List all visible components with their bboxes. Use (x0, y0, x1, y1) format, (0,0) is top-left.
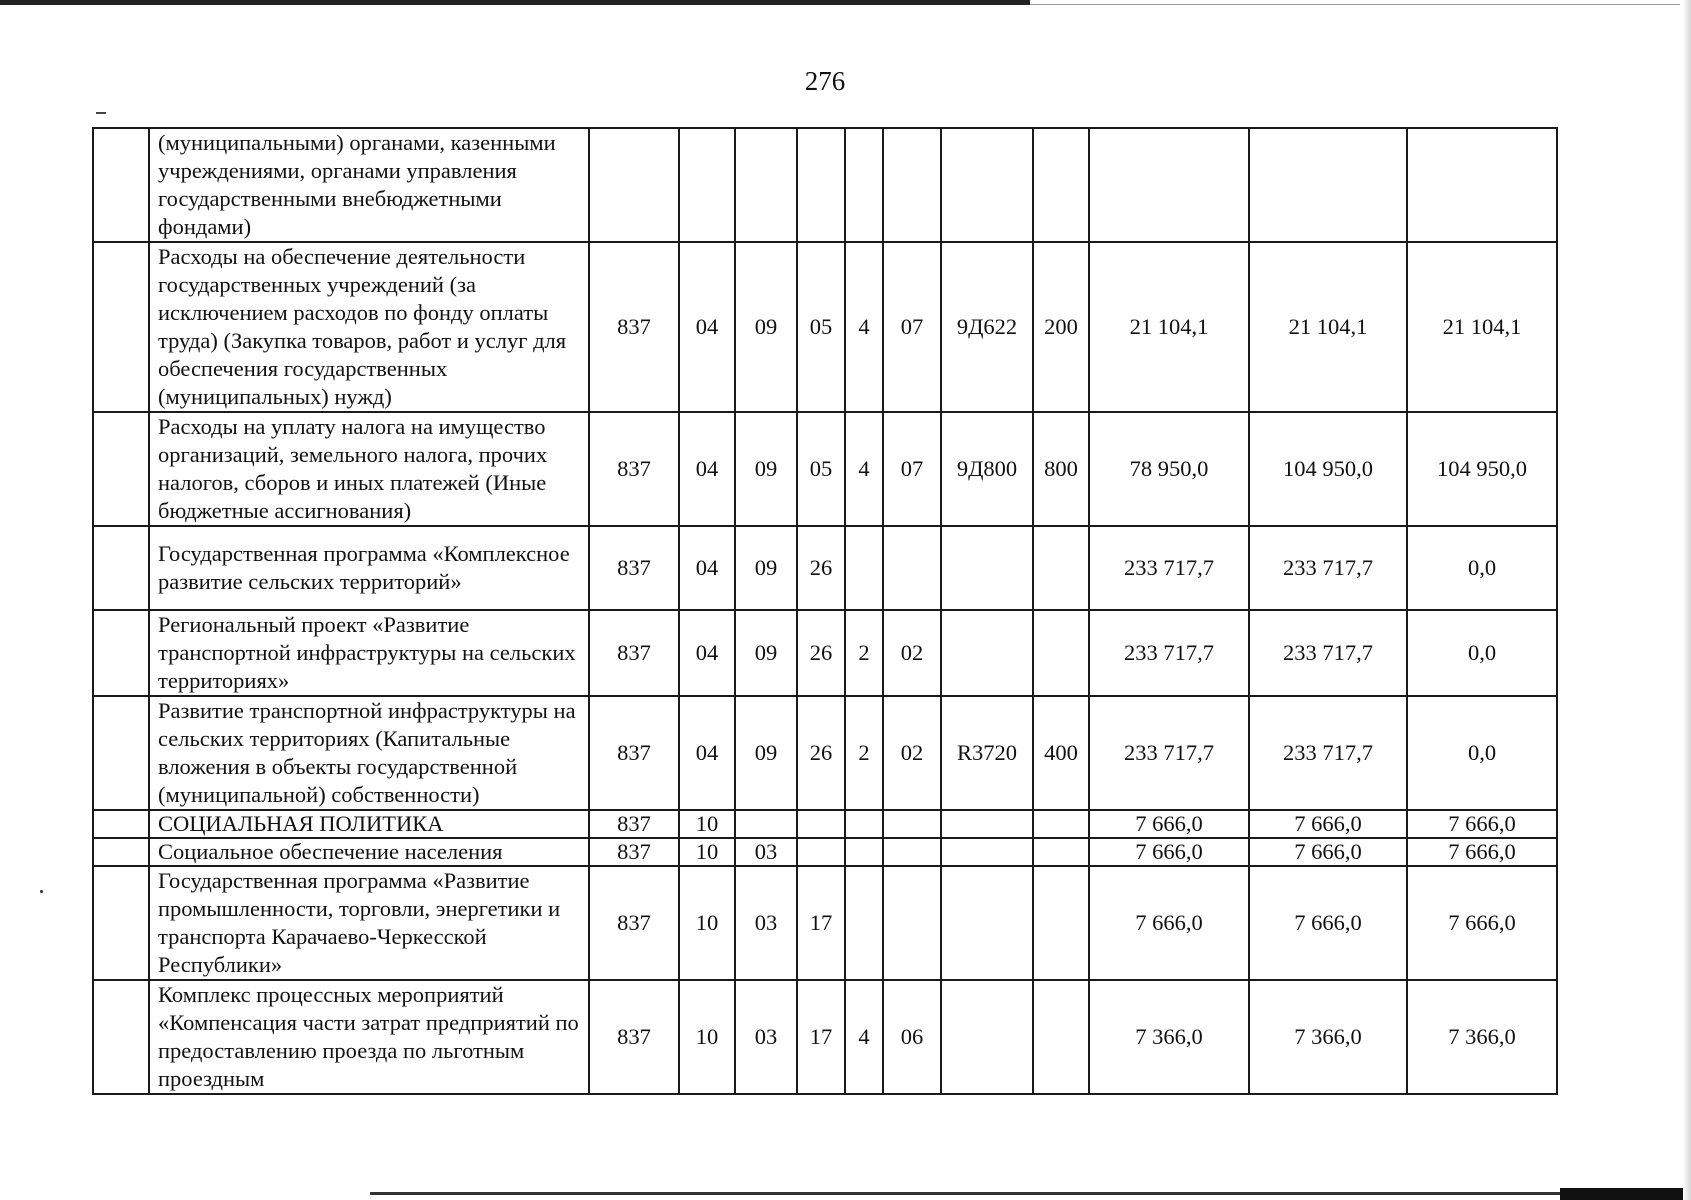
code-admin: 837 (589, 696, 679, 810)
row-number-cell (93, 526, 149, 610)
code-subprogram (883, 810, 941, 838)
code-subsection (735, 128, 797, 242)
amount-year-3: 0,0 (1407, 526, 1557, 610)
code-subprogram (883, 128, 941, 242)
amount-year-3 (1407, 128, 1557, 242)
code-subsection: 03 (735, 838, 797, 866)
amount-year-1: 7 366,0 (1089, 980, 1249, 1094)
amount-year-3: 7 666,0 (1407, 810, 1557, 838)
code-subprogram-type: 2 (845, 610, 883, 696)
amount-year-3: 21 104,1 (1407, 242, 1557, 412)
code-subprogram: 06 (883, 980, 941, 1094)
row-name: Государственная программа «Развитие промышленности, торговли, энергетики и транспорта Карачаево-Черкесской Республики» (149, 866, 589, 980)
code-section: 04 (679, 696, 735, 810)
code-direction: 9Д800 (941, 412, 1033, 526)
code-subprogram (883, 526, 941, 610)
table-row (93, 242, 1557, 412)
code-direction (941, 526, 1033, 610)
budget-table (92, 127, 1558, 1095)
code-program: 05 (797, 242, 845, 412)
code-section: 04 (679, 242, 735, 412)
code-expense-type (1033, 810, 1089, 838)
code-expense-type: 200 (1033, 242, 1089, 412)
code-program: 05 (797, 412, 845, 526)
code-subprogram-type: 2 (845, 696, 883, 810)
amount-year-1: 233 717,7 (1089, 610, 1249, 696)
code-subsection: 03 (735, 980, 797, 1094)
amount-year-2: 7 666,0 (1249, 810, 1407, 838)
code-section: 10 (679, 810, 735, 838)
amount-year-2 (1249, 128, 1407, 242)
amount-year-1: 233 717,7 (1089, 526, 1249, 610)
code-subprogram-type (845, 526, 883, 610)
code-program: 26 (797, 526, 845, 610)
code-expense-type: 800 (1033, 412, 1089, 526)
amount-year-1: 233 717,7 (1089, 696, 1249, 810)
code-direction (941, 128, 1033, 242)
code-subsection: 09 (735, 610, 797, 696)
code-section: 04 (679, 526, 735, 610)
code-subprogram-type: 4 (845, 242, 883, 412)
row-name: Государственная программа «Комплексное развитие сельских территорий» (149, 526, 589, 610)
amount-year-2: 7 366,0 (1249, 980, 1407, 1094)
code-direction: 9Д622 (941, 242, 1033, 412)
row-number-cell (93, 810, 149, 838)
code-direction (941, 980, 1033, 1094)
row-name: Региональный проект «Развитие транспортной инфраструктуры на сельских территориях» (149, 610, 589, 696)
code-subprogram-type (845, 866, 883, 980)
amount-year-3: 7 666,0 (1407, 838, 1557, 866)
code-subsection: 09 (735, 242, 797, 412)
code-subprogram-type: 4 (845, 980, 883, 1094)
amount-year-1: 7 666,0 (1089, 810, 1249, 838)
code-expense-type (1033, 838, 1089, 866)
code-program (797, 128, 845, 242)
scan-mark (96, 112, 106, 114)
page-number: 276 (804, 66, 846, 96)
code-direction (941, 866, 1033, 980)
amount-year-3: 0,0 (1407, 696, 1557, 810)
code-admin: 837 (589, 242, 679, 412)
code-section: 04 (679, 610, 735, 696)
code-expense-type (1033, 866, 1089, 980)
code-subsection: 09 (735, 412, 797, 526)
code-subprogram-type (845, 838, 883, 866)
code-program: 17 (797, 980, 845, 1094)
row-number-cell (93, 838, 149, 866)
table-row (93, 810, 1557, 838)
code-direction (941, 838, 1033, 866)
amount-year-2: 7 666,0 (1249, 866, 1407, 980)
table-row (93, 610, 1557, 696)
code-admin: 837 (589, 980, 679, 1094)
row-name: Комплекс процессных мероприятий «Компенсация части затрат предприятий по предоставлению проезда по льготным проездным (149, 980, 589, 1094)
table-body (93, 128, 1557, 1094)
code-subprogram-type (845, 810, 883, 838)
amount-year-3: 0,0 (1407, 610, 1557, 696)
row-number-cell (93, 242, 149, 412)
code-program: 26 (797, 696, 845, 810)
code-admin: 837 (589, 866, 679, 980)
code-admin: 837 (589, 838, 679, 866)
amount-year-2: 233 717,7 (1249, 696, 1407, 810)
code-subprogram (883, 838, 941, 866)
code-subprogram (883, 866, 941, 980)
row-name: (муниципальными) органами, казенными учреждениями, органами управления государственными внебюджетными фондами) (149, 128, 589, 242)
code-program (797, 838, 845, 866)
scan-edge-bottom (370, 1192, 1691, 1195)
code-admin: 837 (589, 526, 679, 610)
amount-year-2: 104 950,0 (1249, 412, 1407, 526)
row-number-cell (93, 412, 149, 526)
amount-year-1: 7 666,0 (1089, 866, 1249, 980)
code-subprogram: 07 (883, 242, 941, 412)
code-admin: 837 (589, 610, 679, 696)
amount-year-3: 104 950,0 (1407, 412, 1557, 526)
code-subprogram-type: 4 (845, 412, 883, 526)
row-name: Социальное обеспечение населения (149, 838, 589, 866)
code-subprogram-type (845, 128, 883, 242)
row-name: СОЦИАЛЬНАЯ ПОЛИТИКА (149, 810, 589, 838)
table-row (93, 412, 1557, 526)
scan-edge-bottom-corner (1560, 1188, 1691, 1200)
amount-year-3: 7 366,0 (1407, 980, 1557, 1094)
row-name: Расходы на уплату налога на имущество организаций, земельного налога, прочих налогов, сборов и иных платежей (Иные бюджетные ассигнования) (149, 412, 589, 526)
scan-speck (40, 890, 43, 893)
code-direction: R3720 (941, 696, 1033, 810)
code-program: 17 (797, 866, 845, 980)
scan-edge-right (1683, 0, 1691, 1200)
code-subprogram: 07 (883, 412, 941, 526)
code-subsection: 03 (735, 866, 797, 980)
code-program (797, 810, 845, 838)
code-subsection: 09 (735, 526, 797, 610)
code-section (679, 128, 735, 242)
code-subsection (735, 810, 797, 838)
code-section: 10 (679, 838, 735, 866)
row-name: Развитие транспортной инфраструктуры на сельских территориях (Капитальные вложения в объекты государственной (муниципальной) собственности) (149, 696, 589, 810)
row-number-cell (93, 696, 149, 810)
amount-year-3: 7 666,0 (1407, 866, 1557, 980)
code-subsection: 09 (735, 696, 797, 810)
code-admin: 837 (589, 412, 679, 526)
amount-year-2: 233 717,7 (1249, 526, 1407, 610)
code-expense-type (1033, 980, 1089, 1094)
code-admin (589, 128, 679, 242)
code-subprogram: 02 (883, 696, 941, 810)
table-row (93, 838, 1557, 866)
amount-year-2: 233 717,7 (1249, 610, 1407, 696)
code-expense-type: 400 (1033, 696, 1089, 810)
amount-year-1: 21 104,1 (1089, 242, 1249, 412)
table-row (93, 526, 1557, 610)
row-number-cell (93, 128, 149, 242)
amount-year-2: 7 666,0 (1249, 838, 1407, 866)
scan-edge-top (0, 0, 1030, 5)
code-section: 04 (679, 412, 735, 526)
code-expense-type (1033, 526, 1089, 610)
row-number-cell (93, 866, 149, 980)
table-row (93, 128, 1557, 242)
table-row (93, 980, 1557, 1094)
table-row (93, 696, 1557, 810)
code-admin: 837 (589, 810, 679, 838)
code-expense-type (1033, 128, 1089, 242)
row-name: Расходы на обеспечение деятельности государственных учреждений (за исключением расходов по фонду оплаты труда) (Закупка товаров, работ и услуг для обеспечения государственных (муниципальных) нужд) (149, 242, 589, 412)
code-subprogram: 02 (883, 610, 941, 696)
code-program: 26 (797, 610, 845, 696)
code-direction (941, 810, 1033, 838)
row-number-cell (93, 980, 149, 1094)
code-direction (941, 610, 1033, 696)
table-row (93, 866, 1557, 980)
scan-edge-top-thin (1030, 4, 1680, 5)
code-section: 10 (679, 866, 735, 980)
code-expense-type (1033, 610, 1089, 696)
amount-year-1 (1089, 128, 1249, 242)
amount-year-1: 78 950,0 (1089, 412, 1249, 526)
amount-year-1: 7 666,0 (1089, 838, 1249, 866)
amount-year-2: 21 104,1 (1249, 242, 1407, 412)
code-section: 10 (679, 980, 735, 1094)
row-number-cell (93, 610, 149, 696)
